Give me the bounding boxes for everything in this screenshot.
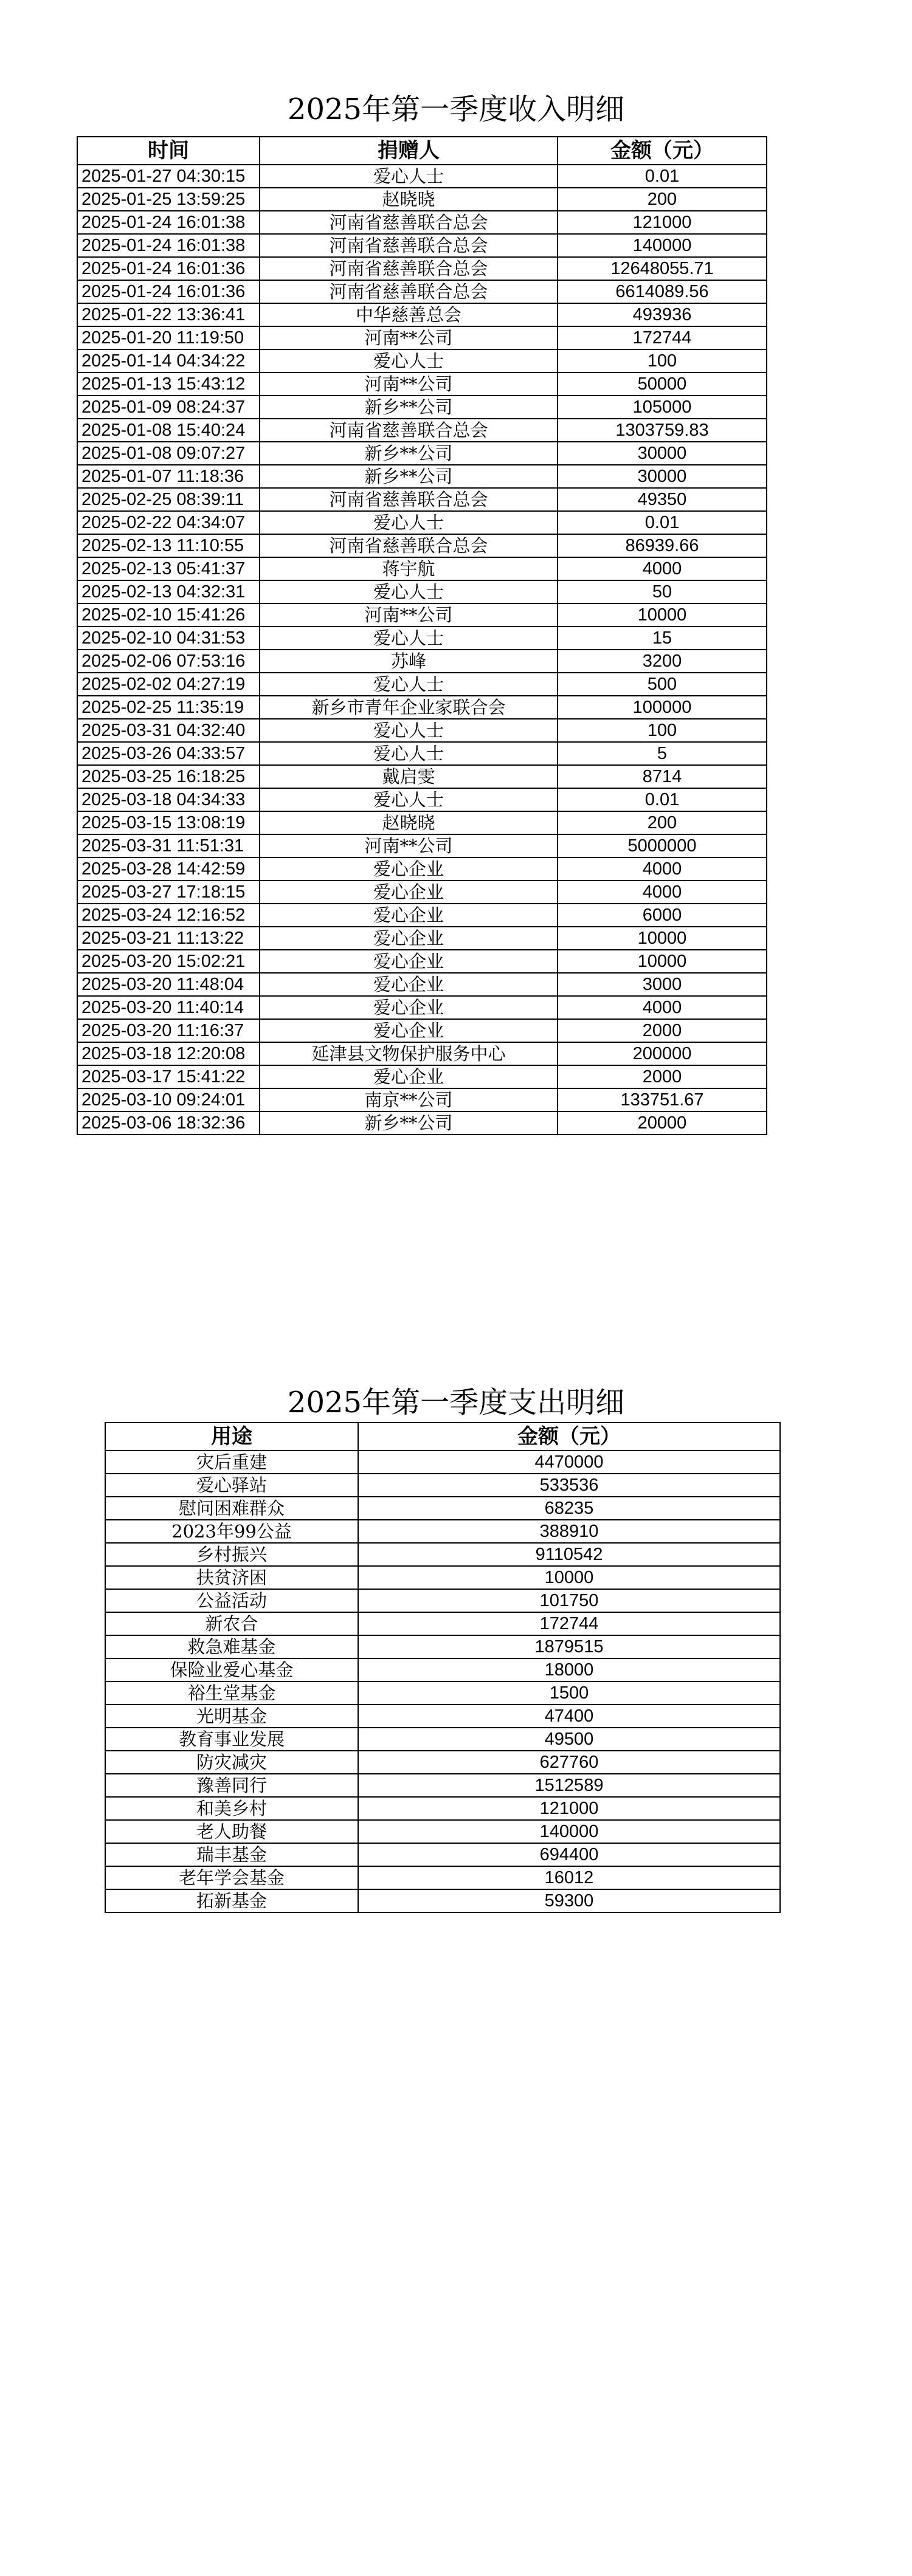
- expense-cell-amount: 9110542: [358, 1543, 780, 1566]
- income-row: [77, 996, 767, 1019]
- income-row: [77, 580, 767, 603]
- income-cell-donor: 南京**公司: [260, 1088, 558, 1111]
- income-cell-amount: 6000: [558, 904, 767, 927]
- income-cell-time: 2025-02-10 15:41:26: [77, 603, 260, 627]
- expense-header-amount: 金额（元）: [358, 1423, 780, 1451]
- income-cell-amount: 2000: [558, 1065, 767, 1088]
- income-cell-time: 2025-01-22 13:36:41: [77, 303, 260, 326]
- expense-cell-amount: 1500: [358, 1681, 780, 1705]
- income-cell-time: 2025-02-22 04:34:07: [77, 511, 260, 534]
- income-cell-amount: 49350: [558, 488, 767, 511]
- income-cell-amount: 30000: [558, 442, 767, 465]
- income-cell-donor: 爱心企业: [260, 973, 558, 996]
- income-cell-donor: 河南省慈善联合总会: [260, 534, 558, 557]
- income-row: [77, 742, 767, 765]
- income-cell-donor: 河南**公司: [260, 326, 558, 349]
- income-cell-time: 2025-01-24 16:01:36: [77, 257, 260, 280]
- income-cell-time: 2025-01-24 16:01:38: [77, 211, 260, 234]
- income-cell-amount: 4000: [558, 881, 767, 904]
- income-cell-time: 2025-01-24 16:01:38: [77, 234, 260, 257]
- income-cell-time: 2025-03-31 11:51:31: [77, 834, 260, 857]
- income-cell-amount: 86939.66: [558, 534, 767, 557]
- expense-row: [105, 1843, 780, 1866]
- income-row: [77, 765, 767, 788]
- income-cell-amount: 4000: [558, 857, 767, 881]
- expense-cell-purpose: 扶贫济困: [105, 1566, 358, 1589]
- income-cell-amount: 200: [558, 188, 767, 211]
- income-cell-donor: 爱心人士: [260, 165, 558, 188]
- income-row: [77, 696, 767, 719]
- income-row: [77, 442, 767, 465]
- income-cell-time: 2025-01-27 04:30:15: [77, 165, 260, 188]
- expense-cell-purpose: 乡村振兴: [105, 1543, 358, 1566]
- income-cell-amount: 5: [558, 742, 767, 765]
- income-cell-amount: 20000: [558, 1111, 767, 1135]
- income-cell-donor: 爱心人士: [260, 673, 558, 696]
- expense-header-purpose: 用途: [105, 1423, 358, 1451]
- income-cell-amount: 200: [558, 811, 767, 834]
- income-cell-donor: 爱心企业: [260, 1065, 558, 1088]
- income-cell-donor: 爱心企业: [260, 950, 558, 973]
- income-cell-donor: 爱心企业: [260, 857, 558, 881]
- income-cell-amount: 100000: [558, 696, 767, 719]
- income-cell-donor: 爱心人士: [260, 511, 558, 534]
- income-row: [77, 557, 767, 580]
- income-cell-time: 2025-01-13 15:43:12: [77, 373, 260, 396]
- income-row: [77, 788, 767, 811]
- income-cell-amount: 10000: [558, 950, 767, 973]
- income-cell-amount: 1303759.83: [558, 419, 767, 442]
- income-row: [77, 719, 767, 742]
- income-row: [77, 488, 767, 511]
- income-row: [77, 881, 767, 904]
- expense-row: [105, 1658, 780, 1681]
- income-row: [77, 1088, 767, 1111]
- income-cell-time: 2025-01-08 15:40:24: [77, 419, 260, 442]
- income-row: [77, 603, 767, 627]
- income-row: [77, 511, 767, 534]
- income-row: [77, 973, 767, 996]
- expense-row: [105, 1820, 780, 1843]
- income-cell-amount: 140000: [558, 234, 767, 257]
- income-cell-donor: 爱心企业: [260, 881, 558, 904]
- income-cell-time: 2025-03-25 16:18:25: [77, 765, 260, 788]
- income-row: [77, 627, 767, 650]
- income-row: [77, 1065, 767, 1088]
- income-row: [77, 419, 767, 442]
- income-cell-time: 2025-03-26 04:33:57: [77, 742, 260, 765]
- income-row: [77, 373, 767, 396]
- income-cell-donor: 新乡**公司: [260, 1111, 558, 1135]
- income-cell-donor: 赵晓晓: [260, 188, 558, 211]
- expense-cell-purpose: 新农合: [105, 1612, 358, 1635]
- expense-table-title: 2025年第一季度支出明细: [287, 1386, 625, 1420]
- expense-cell-purpose: 慰问困难群众: [105, 1497, 358, 1520]
- income-cell-amount: 100: [558, 349, 767, 373]
- income-cell-donor: 新乡市青年企业家联合会: [260, 696, 558, 719]
- income-cell-donor: 中华慈善总会: [260, 303, 558, 326]
- income-cell-time: 2025-01-14 04:34:22: [77, 349, 260, 373]
- expense-cell-purpose: 保险业爱心基金: [105, 1658, 358, 1681]
- expense-row: [105, 1889, 780, 1912]
- income-cell-time: 2025-02-25 08:39:11: [77, 488, 260, 511]
- income-cell-donor: 赵晓晓: [260, 811, 558, 834]
- expense-row: [105, 1797, 780, 1820]
- income-row: [77, 257, 767, 280]
- income-table-title: 2025年第一季度收入明细: [287, 92, 625, 126]
- expense-cell-purpose: 和美乡村: [105, 1797, 358, 1820]
- income-cell-time: 2025-02-13 04:32:31: [77, 580, 260, 603]
- expense-cell-amount: 4470000: [358, 1451, 780, 1474]
- income-row: [77, 834, 767, 857]
- expense-row: [105, 1612, 780, 1635]
- income-row: [77, 927, 767, 950]
- income-cell-time: 2025-01-25 13:59:25: [77, 188, 260, 211]
- income-row: [77, 857, 767, 881]
- income-cell-amount: 493936: [558, 303, 767, 326]
- income-row: [77, 534, 767, 557]
- income-cell-time: 2025-03-31 04:32:40: [77, 719, 260, 742]
- income-cell-time: 2025-03-18 04:34:33: [77, 788, 260, 811]
- expense-row: [105, 1774, 780, 1797]
- expense-cell-amount: 16012: [358, 1866, 780, 1889]
- income-cell-donor: 河南省慈善联合总会: [260, 488, 558, 511]
- income-cell-amount: 200000: [558, 1042, 767, 1065]
- expense-header-row: [105, 1423, 780, 1451]
- expense-row: [105, 1520, 780, 1543]
- income-cell-time: 2025-03-15 13:08:19: [77, 811, 260, 834]
- expense-cell-purpose: 老人助餐: [105, 1820, 358, 1843]
- expense-row: [105, 1589, 780, 1612]
- income-row: [77, 811, 767, 834]
- income-cell-donor: 河南**公司: [260, 834, 558, 857]
- income-row: [77, 1019, 767, 1042]
- expense-cell-purpose: 老年学会基金: [105, 1866, 358, 1889]
- income-cell-amount: 500: [558, 673, 767, 696]
- income-cell-donor: 河南省慈善联合总会: [260, 419, 558, 442]
- expense-cell-amount: 533536: [358, 1474, 780, 1497]
- income-cell-time: 2025-01-07 11:18:36: [77, 465, 260, 488]
- expense-cell-amount: 627760: [358, 1751, 780, 1774]
- income-row: [77, 673, 767, 696]
- income-cell-amount: 172744: [558, 326, 767, 349]
- income-cell-time: 2025-01-08 09:07:27: [77, 442, 260, 465]
- income-header-donor: 捐赠人: [260, 137, 558, 165]
- income-cell-amount: 8714: [558, 765, 767, 788]
- expense-row: [105, 1728, 780, 1751]
- income-cell-donor: 爱心企业: [260, 1019, 558, 1042]
- income-cell-time: 2025-03-20 11:40:14: [77, 996, 260, 1019]
- expense-cell-amount: 388910: [358, 1520, 780, 1543]
- income-cell-amount: 121000: [558, 211, 767, 234]
- income-cell-amount: 133751.67: [558, 1088, 767, 1111]
- income-cell-amount: 12648055.71: [558, 257, 767, 280]
- income-cell-donor: 新乡**公司: [260, 465, 558, 488]
- expense-cell-purpose: 救急难基金: [105, 1635, 358, 1658]
- income-cell-amount: 5000000: [558, 834, 767, 857]
- income-cell-time: 2025-03-20 11:48:04: [77, 973, 260, 996]
- income-cell-donor: 爱心人士: [260, 580, 558, 603]
- income-cell-amount: 6614089.56: [558, 280, 767, 303]
- expense-row: [105, 1566, 780, 1589]
- income-row: [77, 650, 767, 673]
- income-cell-time: 2025-03-20 11:16:37: [77, 1019, 260, 1042]
- expense-cell-amount: 18000: [358, 1658, 780, 1681]
- income-row: [77, 234, 767, 257]
- income-row: [77, 303, 767, 326]
- income-cell-donor: 爱心人士: [260, 349, 558, 373]
- expense-cell-amount: 59300: [358, 1889, 780, 1912]
- income-cell-donor: 河南省慈善联合总会: [260, 211, 558, 234]
- expense-row: [105, 1705, 780, 1728]
- income-cell-time: 2025-03-17 15:41:22: [77, 1065, 260, 1088]
- income-cell-amount: 4000: [558, 557, 767, 580]
- income-header-row: [77, 137, 767, 165]
- income-cell-time: 2025-02-13 11:10:55: [77, 534, 260, 557]
- income-row: [77, 349, 767, 373]
- income-cell-donor: 新乡**公司: [260, 396, 558, 419]
- expense-cell-purpose: 灾后重建: [105, 1451, 358, 1474]
- income-table-body: [77, 165, 767, 1135]
- income-cell-amount: 50000: [558, 373, 767, 396]
- income-row: [77, 465, 767, 488]
- expense-row: [105, 1474, 780, 1497]
- expense-cell-purpose: 教育事业发展: [105, 1728, 358, 1751]
- expense-cell-amount: 172744: [358, 1612, 780, 1635]
- income-row: [77, 1042, 767, 1065]
- income-cell-time: 2025-03-24 12:16:52: [77, 904, 260, 927]
- expense-cell-purpose: 防灾减灾: [105, 1751, 358, 1774]
- income-cell-donor: 河南省慈善联合总会: [260, 280, 558, 303]
- income-cell-amount: 15: [558, 627, 767, 650]
- expense-cell-amount: 121000: [358, 1797, 780, 1820]
- expense-cell-purpose: 瑞丰基金: [105, 1843, 358, 1866]
- expense-cell-amount: 140000: [358, 1820, 780, 1843]
- income-row: [77, 165, 767, 188]
- income-row: [77, 396, 767, 419]
- expense-cell-amount: 49500: [358, 1728, 780, 1751]
- income-cell-amount: 3000: [558, 973, 767, 996]
- income-cell-donor: 新乡**公司: [260, 442, 558, 465]
- income-header-time: 时间: [77, 137, 260, 165]
- income-cell-time: 2025-01-24 16:01:36: [77, 280, 260, 303]
- expense-row: [105, 1751, 780, 1774]
- income-row: [77, 326, 767, 349]
- income-cell-time: 2025-02-02 04:27:19: [77, 673, 260, 696]
- income-cell-time: 2025-03-28 14:42:59: [77, 857, 260, 881]
- expense-cell-amount: 101750: [358, 1589, 780, 1612]
- income-cell-amount: 0.01: [558, 165, 767, 188]
- income-cell-donor: 河南**公司: [260, 373, 558, 396]
- income-cell-donor: 爱心人士: [260, 788, 558, 811]
- income-cell-donor: 延津县文物保护服务中心: [260, 1042, 558, 1065]
- expense-row: [105, 1543, 780, 1566]
- income-cell-donor: 河南**公司: [260, 603, 558, 627]
- income-cell-amount: 4000: [558, 996, 767, 1019]
- income-cell-amount: 100: [558, 719, 767, 742]
- income-cell-time: 2025-01-09 08:24:37: [77, 396, 260, 419]
- income-cell-donor: 蒋宇航: [260, 557, 558, 580]
- expense-cell-purpose: 拓新基金: [105, 1889, 358, 1912]
- income-cell-amount: 105000: [558, 396, 767, 419]
- expense-table-body: [105, 1451, 780, 1912]
- income-cell-time: 2025-02-10 04:31:53: [77, 627, 260, 650]
- income-cell-amount: 10000: [558, 927, 767, 950]
- income-cell-donor: 爱心企业: [260, 996, 558, 1019]
- income-row: [77, 1111, 767, 1135]
- income-cell-time: 2025-02-13 05:41:37: [77, 557, 260, 580]
- income-row: [77, 211, 767, 234]
- income-row: [77, 280, 767, 303]
- income-cell-donor: 苏峰: [260, 650, 558, 673]
- income-cell-amount: 0.01: [558, 511, 767, 534]
- income-cell-time: 2025-03-20 15:02:21: [77, 950, 260, 973]
- income-cell-donor: 爱心企业: [260, 927, 558, 950]
- expense-cell-amount: 1879515: [358, 1635, 780, 1658]
- income-cell-donor: 爱心人士: [260, 719, 558, 742]
- income-cell-time: 2025-03-10 09:24:01: [77, 1088, 260, 1111]
- expense-row: [105, 1866, 780, 1889]
- income-cell-donor: 河南省慈善联合总会: [260, 257, 558, 280]
- income-cell-donor: 爱心人士: [260, 742, 558, 765]
- expense-cell-amount: 694400: [358, 1843, 780, 1866]
- income-cell-amount: 3200: [558, 650, 767, 673]
- expense-cell-amount: 47400: [358, 1705, 780, 1728]
- expense-cell-purpose: 公益活动: [105, 1589, 358, 1612]
- income-cell-time: 2025-01-20 11:19:50: [77, 326, 260, 349]
- income-cell-amount: 0.01: [558, 788, 767, 811]
- income-cell-amount: 30000: [558, 465, 767, 488]
- income-row: [77, 950, 767, 973]
- expense-cell-purpose: 豫善同行: [105, 1774, 358, 1797]
- expense-cell-amount: 68235: [358, 1497, 780, 1520]
- expense-cell-purpose: 光明基金: [105, 1705, 358, 1728]
- income-header-amount: 金额（元）: [558, 137, 767, 165]
- income-cell-time: 2025-03-06 18:32:36: [77, 1111, 260, 1135]
- expense-row: [105, 1681, 780, 1705]
- income-cell-time: 2025-02-25 11:35:19: [77, 696, 260, 719]
- income-row: [77, 904, 767, 927]
- expense-table: [105, 1422, 781, 1913]
- income-cell-donor: 戴启雯: [260, 765, 558, 788]
- income-cell-donor: 爱心企业: [260, 904, 558, 927]
- expense-row: [105, 1451, 780, 1474]
- expense-row: [105, 1497, 780, 1520]
- expense-cell-purpose: 2023年99公益: [105, 1520, 358, 1543]
- income-row: [77, 188, 767, 211]
- income-cell-time: 2025-03-18 12:20:08: [77, 1042, 260, 1065]
- income-cell-amount: 10000: [558, 603, 767, 627]
- income-cell-time: 2025-02-06 07:53:16: [77, 650, 260, 673]
- income-cell-amount: 50: [558, 580, 767, 603]
- expense-cell-purpose: 裕生堂基金: [105, 1681, 358, 1705]
- income-cell-time: 2025-03-21 11:13:22: [77, 927, 260, 950]
- expense-cell-purpose: 爱心驿站: [105, 1474, 358, 1497]
- income-cell-time: 2025-03-27 17:18:15: [77, 881, 260, 904]
- expense-cell-amount: 1512589: [358, 1774, 780, 1797]
- expense-cell-amount: 10000: [358, 1566, 780, 1589]
- expense-row: [105, 1635, 780, 1658]
- income-cell-amount: 2000: [558, 1019, 767, 1042]
- income-cell-donor: 爱心人士: [260, 627, 558, 650]
- income-table: [77, 136, 767, 1135]
- income-cell-donor: 河南省慈善联合总会: [260, 234, 558, 257]
